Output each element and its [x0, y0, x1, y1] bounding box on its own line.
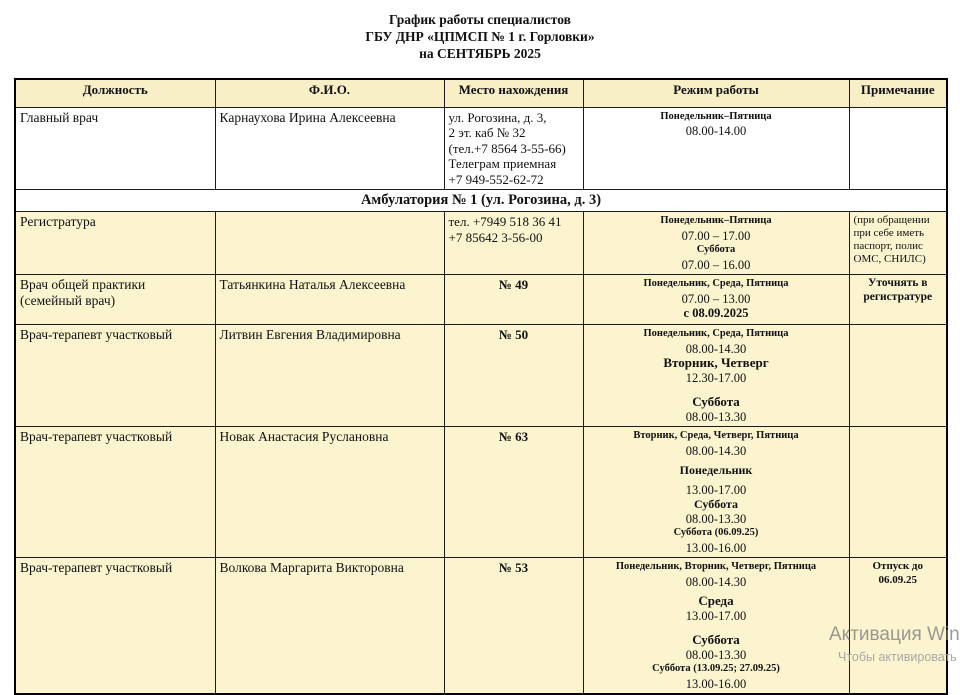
cell-schedule	[583, 107, 849, 190]
cell-room: № 53	[444, 558, 583, 695]
schedule-line: Понедельник–Пятница	[660, 215, 772, 226]
schedule-line: Суббота	[696, 244, 736, 255]
schedule-line: Суббота (06.09.25)	[673, 527, 759, 538]
cell-location	[444, 107, 583, 190]
location-line: Телеграм приемная	[448, 156, 557, 171]
cell-note: Уточнять в регистратуре	[849, 275, 947, 325]
cell-position: Врач общей практики (семейный врач)	[15, 275, 215, 325]
schedule-line: 07.00 – 16.00	[681, 257, 751, 272]
schedule-line: Суббота	[694, 497, 738, 511]
header-cell-note: Примечание	[849, 79, 947, 107]
header-cell-position: Должность	[15, 79, 215, 107]
location-line: +7 949-552-62-72	[448, 171, 544, 187]
schedule-line: 08.00-14.30	[685, 443, 747, 458]
table-row	[15, 275, 947, 325]
schedule-line: Суббота (13.09.25; 27.09.25)	[652, 663, 780, 674]
section-header-row	[15, 190, 947, 212]
cell-position: Регистратура	[15, 212, 215, 275]
schedule-line: Вторник, Среда, Четверг, Пятница	[633, 430, 799, 441]
cell-schedule	[583, 212, 849, 275]
schedule-line: 13.00-17.00	[685, 608, 747, 623]
cell-note	[849, 325, 947, 427]
cell-room: № 49	[444, 275, 583, 325]
cell-schedule	[583, 275, 849, 325]
cell-name: Волкова Маргарита Викторовна	[215, 558, 444, 695]
cell-name: Литвин Евгения Владимировна	[215, 325, 444, 427]
table-row	[15, 325, 947, 427]
schedule-line: 07.00 – 13.00	[681, 291, 751, 306]
cell-schedule	[583, 325, 849, 427]
schedule-line: 13.00-17.00	[685, 482, 747, 497]
cell-position: Врач-терапевт участковый	[15, 558, 215, 695]
schedule-line: Среда	[698, 593, 734, 608]
schedule-line: 08.00-13.30	[685, 409, 747, 424]
section-title: Амбулатория № 1 (ул. Рогозина, д. 3)	[15, 190, 947, 212]
cell-note	[849, 107, 947, 190]
schedule-line: 08.00-14.30	[685, 341, 747, 356]
page-title-line-2: ГБУ ДНР «ЦПМСП № 1 г. Горловки»	[365, 29, 595, 44]
schedule-line: 13.00-16.00	[685, 540, 747, 555]
schedule-line: 08.00-14.30	[685, 574, 747, 589]
page-title-line-3: на СЕНТЯБРЬ 2025	[419, 46, 541, 61]
schedule-line: Понедельник, Среда, Пятница	[643, 278, 789, 289]
location-line: +7 85642 3-56-00	[448, 229, 543, 245]
header-cell-location: Место нахождения	[444, 79, 583, 107]
cell-location	[444, 212, 583, 275]
table-header-row	[15, 79, 947, 107]
schedule-line: Суббота	[692, 394, 740, 409]
table-row	[15, 212, 947, 275]
page-title	[0, 11, 960, 62]
location-line: 2 эт. каб № 32	[448, 125, 526, 140]
cell-name: Карнаухова Ирина Алексеевна	[215, 107, 444, 190]
cell-note: Отпуск до 06.09.25	[849, 558, 947, 695]
windows-activation-watermark-line1: Активация Win	[829, 624, 960, 645]
schedule-line: Вторник, Четверг	[663, 355, 769, 370]
schedule-line: 08.00-13.30	[685, 511, 747, 526]
schedule-line: с 08.09.2025	[683, 306, 749, 320]
header-cell-schedule: Режим работы	[583, 79, 849, 107]
schedule-line: 13.00-16.00	[685, 676, 747, 691]
header-cell-name: Ф.И.О.	[215, 79, 444, 107]
schedule-line: Понедельник, Вторник, Четверг, Пятница	[615, 561, 817, 572]
cell-position: Врач-терапевт участковый	[15, 325, 215, 427]
schedule-line: Суббота	[692, 632, 740, 647]
location-line: тел. +7949 518 36 41	[448, 214, 562, 229]
location-line: ул. Рогозина, д. 3,	[448, 109, 547, 125]
windows-activation-watermark-line2: Чтобы активировать	[838, 650, 957, 664]
schedule-line: Понедельник–Пятница	[660, 110, 772, 122]
table-row	[15, 427, 947, 558]
cell-note	[849, 427, 947, 558]
cell-schedule	[583, 558, 849, 695]
schedule-line: 08.00-14.00	[685, 124, 747, 138]
page-title-line-1: График работы специалистов	[389, 12, 571, 27]
schedule-line: Понедельник, Среда, Пятница	[643, 328, 789, 339]
location-line: (тел.+7 8564 3-55-66)	[448, 140, 566, 156]
cell-name: Новак Анастасия Руслановна	[215, 427, 444, 558]
table-row	[15, 107, 947, 190]
cell-position: Врач-терапевт участковый	[15, 427, 215, 558]
table-row	[15, 558, 947, 695]
cell-room: № 63	[444, 427, 583, 558]
schedule-line: 07.00 – 17.00	[681, 228, 751, 243]
schedule-line: 12.30-17.00	[685, 370, 747, 385]
cell-schedule	[583, 427, 849, 558]
schedule-line: 08.00-13.30	[685, 647, 747, 662]
schedule-line: Понедельник	[679, 463, 753, 477]
cell-note: (при обращении при себе иметь паспорт, полис ОМС, СНИЛС)	[849, 212, 947, 275]
cell-position: Главный врач	[15, 107, 215, 190]
cell-name	[215, 212, 444, 275]
cell-room: № 50	[444, 325, 583, 427]
schedule-table	[14, 78, 948, 695]
cell-name: Татьянкина Наталья Алексеевна	[215, 275, 444, 325]
